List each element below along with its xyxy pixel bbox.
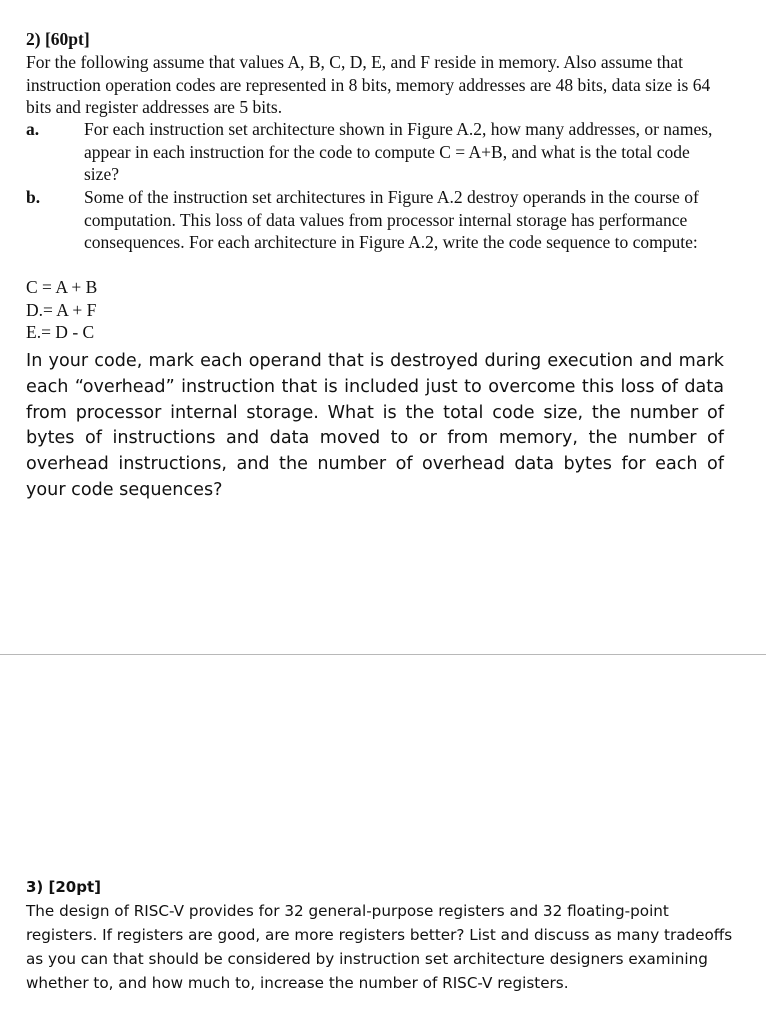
- question-2-part-b: [26, 186, 726, 254]
- equation-c: C = A + B: [26, 277, 98, 297]
- section-divider: [0, 654, 766, 655]
- equation-e: E.= D - C: [26, 322, 95, 342]
- question-3-body: The design of RISC-V provides for 32 general-purpose registers and 32 floating-point registers. If registers are good, are more registers better? List and discuss as many tradeoffs as you can that should be considered by instruction set architecture designers examining whether to, and how much to, increase the number of RISC-V registers.: [26, 902, 733, 992]
- part-a-label: a.: [26, 119, 40, 139]
- question-2-instructions: In your code, mark each operand that is destroyed during execution and mark each “overhead” instruction that is included just to overcome this loss of data from processor internal storage. What is the total code size, the number of bytes of instructions and data moved to or from memory, the number of overhead instructions, and the number of overhead data bytes for each of your code sequences?: [26, 351, 724, 500]
- question-2-heading: 2) [60pt]: [26, 29, 90, 49]
- question-2-intro: For the following assume that values A, B, C, D, E, and F reside in memory. Also assume that instruction operation codes are represented in 8 bits, memory addresses are 48 bits, data size is 64 bits and register addresses are 5 bits.: [26, 52, 711, 117]
- question-2-part-a: [26, 118, 726, 186]
- equation-d: D.= A + F: [26, 299, 97, 320]
- equation-list: [26, 276, 97, 344]
- part-b-label: b.: [26, 187, 41, 207]
- part-b-text: Some of the instruction set architectures in Figure A.2 destroy operands in the course of computation. This loss of data values from processor internal storage has performance consequences. For each architecture in Figure A.2, write the code sequence to compute:: [84, 187, 699, 252]
- part-a-text: For each instruction set architecture shown in Figure A.2, how many addresses, or names, appear in each instruction for the code to compute C = A+B, and what is the total code size?: [84, 119, 713, 184]
- question-3-heading: 3) [20pt]: [26, 878, 102, 896]
